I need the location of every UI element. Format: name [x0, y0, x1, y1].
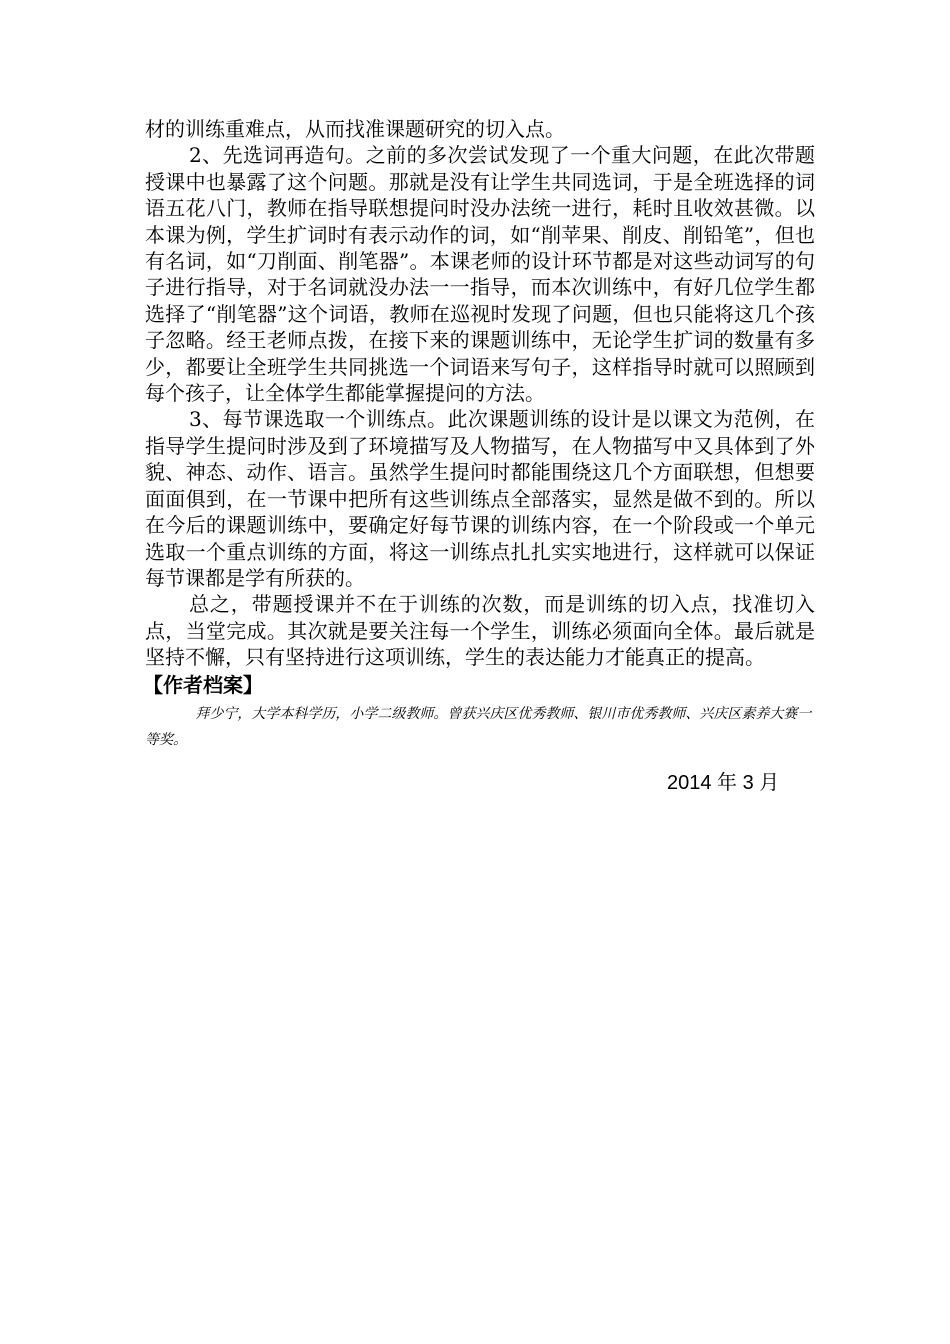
document-date: 2014 年 3 月 [667, 772, 780, 794]
author-bio: 拜少宁，大学本科学历，小学二级教师。曾获兴庆区优秀教师、银川市优秀教师、兴庆区素养大赛一等奖。 [145, 705, 812, 748]
author-profile-heading: 【作者档案】 [143, 672, 263, 697]
paragraph-point-3: 3、每节课选取一个训练点。此次课题训练的设计是以课文为范例，在指导学生提问时涉及到了环境描写及人物描写，在人物描写中又具体到了外貌、神态、动作、语言。虽然学生提问时都能围绕这几个方面联想，但想要面面俱到，在一节课中把所有这些训练点全部落实，显然是做不到的。所以在今后的课题训练中，要确定好每节课的训练内容，在一个阶段或一个单元选取一个重点训练的方面，将这一训练点扎扎实实地进行，这样就可以保证每节课都是学有所获的。 [145, 407, 815, 590]
paragraph-summary: 总之，带题授课并不在于训练的次数，而是训练的切入点，找准切入点，当堂完成。其次就是要关注每一个学生，训练必须面向全体。最后就是坚持不懈，只有坚持进行这项训练，学生的表达能力才能真正的提高。 [145, 592, 815, 670]
document-body [145, 116, 815, 753]
paragraph-point-2: 2、先选词再造句。之前的多次尝试发现了一个重大问题，在此次带题授课中也暴露了这个问题。那就是没有让学生共同选词，于是全班选择的词语五花八门，教师在指导联想提问时没办法统一进行，耗时且收效甚微。以本课为例，学生扩词时有表示动作的词，如“削苹果、削皮、削铅笔”，但也有名词，如“刀削面、削笔器”。本课老师的设计环节都是对这些动词写的句子进行指导，对于名词就没办法一一指导，而本次训练中，有好几位学生都选择了“削笔器”这个词语，教师在巡视时发现了问题，但也只能将这几个孩子忽略。经王老师点拨，在接下来的课题训练中，无论学生扩词的数量有多少，都要让全班学生共同挑选一个词语来写句子，这样指导时就可以照顾到每个孩子，让全体学生都能掌握提问的方法。 [145, 143, 815, 406]
paragraph-continuation: 材的训练重难点，从而找准课题研究的切入点。 [145, 117, 565, 141]
